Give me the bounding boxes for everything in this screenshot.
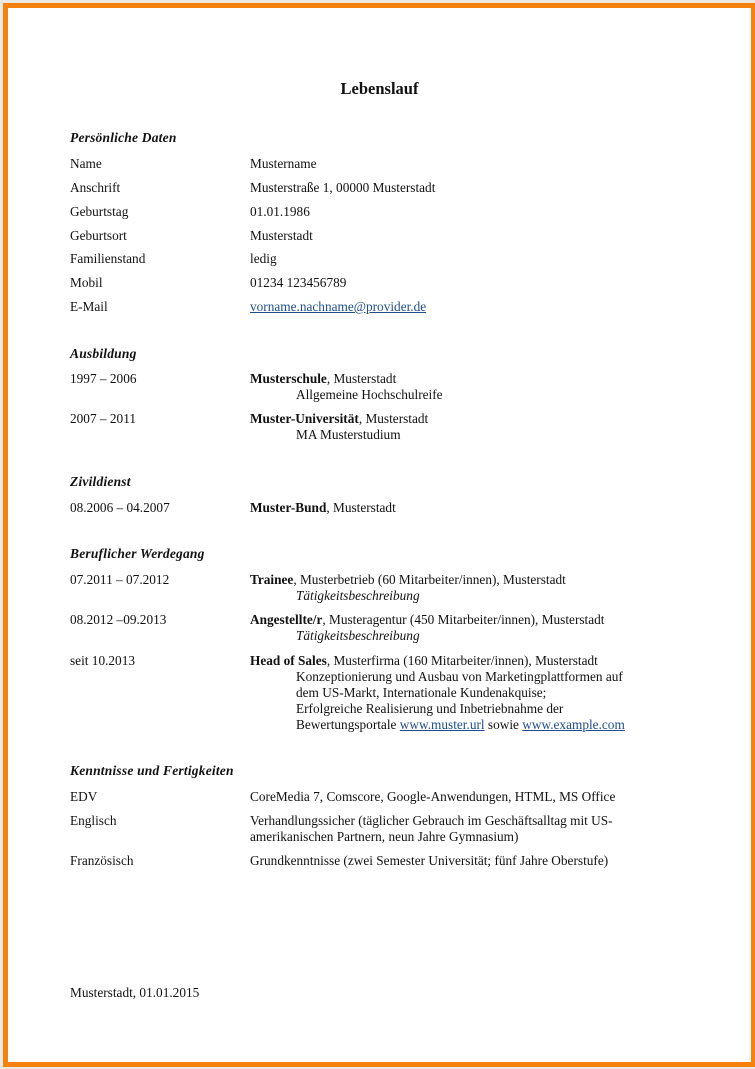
row-value [250, 371, 680, 403]
institution-place: , Musterstadt [358, 411, 429, 426]
row-label: Familienstand [70, 251, 146, 266]
row-label: Französisch [70, 853, 134, 868]
row-value-line: amerikanischen Partnern, neun Jahre Gymnasium) [250, 829, 519, 844]
row-label: Name [70, 156, 102, 171]
job-description-text: Bewertungsportale [296, 717, 400, 732]
row-label: Mobil [70, 275, 103, 290]
row-value [250, 299, 680, 315]
row-value [250, 612, 680, 644]
job-company: , Musterfirma (160 Mitarbeiter/innen), Musterstadt [326, 653, 598, 668]
row-period: seit 10.2013 [70, 653, 136, 668]
row-label: Anschrift [70, 180, 121, 195]
education-detail: MA Musterstudium [296, 427, 401, 442]
job-description: Tätigkeitsbeschreibung [296, 588, 420, 603]
job-role: Trainee [250, 572, 294, 587]
job-description-line: Erfolgreiche Realisierung und Inbetriebnahme der [296, 701, 564, 716]
row-value: Mustername [250, 156, 317, 171]
row-value: 01234 123456789 [250, 275, 347, 290]
email-link[interactable]: vorname.nachname@provider.de [250, 299, 427, 314]
education-detail: Allgemeine Hochschulreife [296, 387, 443, 402]
row-value: Grundkenntnisse (zwei Semester Universität; fünf Jahre Oberstufe) [250, 853, 609, 868]
row-value: ledig [250, 251, 277, 266]
job-description: Tätigkeitsbeschreibung [296, 628, 420, 643]
job-description-line: dem US-Markt, Internationale Kundenakquise; [296, 685, 547, 700]
row-period: 07.2011 – 07.2012 [70, 572, 170, 587]
institution-place: , Musterstadt [326, 500, 396, 515]
institution-name: Muster-Bund [250, 500, 327, 515]
row-value [250, 411, 680, 443]
page-title: Lebenslauf [340, 79, 419, 98]
institution-place: , Musterstadt [326, 371, 397, 386]
row-period: 08.2012 –09.2013 [70, 612, 167, 627]
section-heading-career: Beruflicher Werdegang [70, 546, 205, 561]
row-period: 08.2006 – 04.2007 [70, 500, 170, 515]
section-heading-education: Ausbildung [70, 346, 137, 361]
job-description-line: Konzeptionierung und Ausbau von Marketingplattformen auf [296, 669, 623, 684]
row-value: CoreMedia 7, Comscore, Google-Anwendungen, HTML, MS Office [250, 789, 616, 804]
portal-link-example[interactable]: www.example.com [522, 717, 625, 732]
row-value: Musterstraße 1, 00000 Musterstadt [250, 180, 436, 195]
job-company: , Musteragentur (450 Mitarbeiter/innen), Musterstadt [322, 612, 605, 627]
institution-name: Musterschule [250, 371, 327, 386]
job-description-text: sowie [484, 717, 523, 732]
row-value: 01.01.1986 [250, 204, 310, 219]
job-role: Head of Sales [250, 653, 327, 668]
institution-name: Muster-Universität [250, 411, 359, 426]
row-label: E-Mail [70, 299, 108, 314]
row-value [250, 500, 680, 516]
portal-link-muster[interactable]: www.muster.url [399, 717, 485, 732]
section-heading-personal: Persönliche Daten [70, 130, 177, 145]
place-date: Musterstadt, 01.01.2015 [70, 985, 200, 1000]
row-value: Musterstadt [250, 228, 313, 243]
row-value-line: Verhandlungssicher (täglicher Gebrauch im Geschäftsalltag mit US- [250, 813, 613, 828]
row-value [250, 572, 680, 604]
row-label: Englisch [70, 813, 117, 828]
row-value [250, 653, 680, 733]
row-period: 2007 – 2011 [70, 411, 136, 426]
job-company: , Musterbetrieb (60 Mitarbeiter/innen), Musterstadt [293, 572, 566, 587]
cv-page [3, 3, 755, 1067]
row-label: Geburtstag [70, 204, 129, 219]
row-label: Geburtsort [70, 228, 127, 243]
section-heading-civil-service: Zivildienst [70, 474, 131, 489]
row-label: EDV [70, 789, 98, 804]
job-role: Angestellte/r [250, 612, 323, 627]
row-value [250, 813, 680, 845]
row-period: 1997 – 2006 [70, 371, 137, 386]
section-heading-skills: Kenntnisse und Fertigkeiten [70, 763, 234, 778]
job-description-line [250, 717, 680, 733]
